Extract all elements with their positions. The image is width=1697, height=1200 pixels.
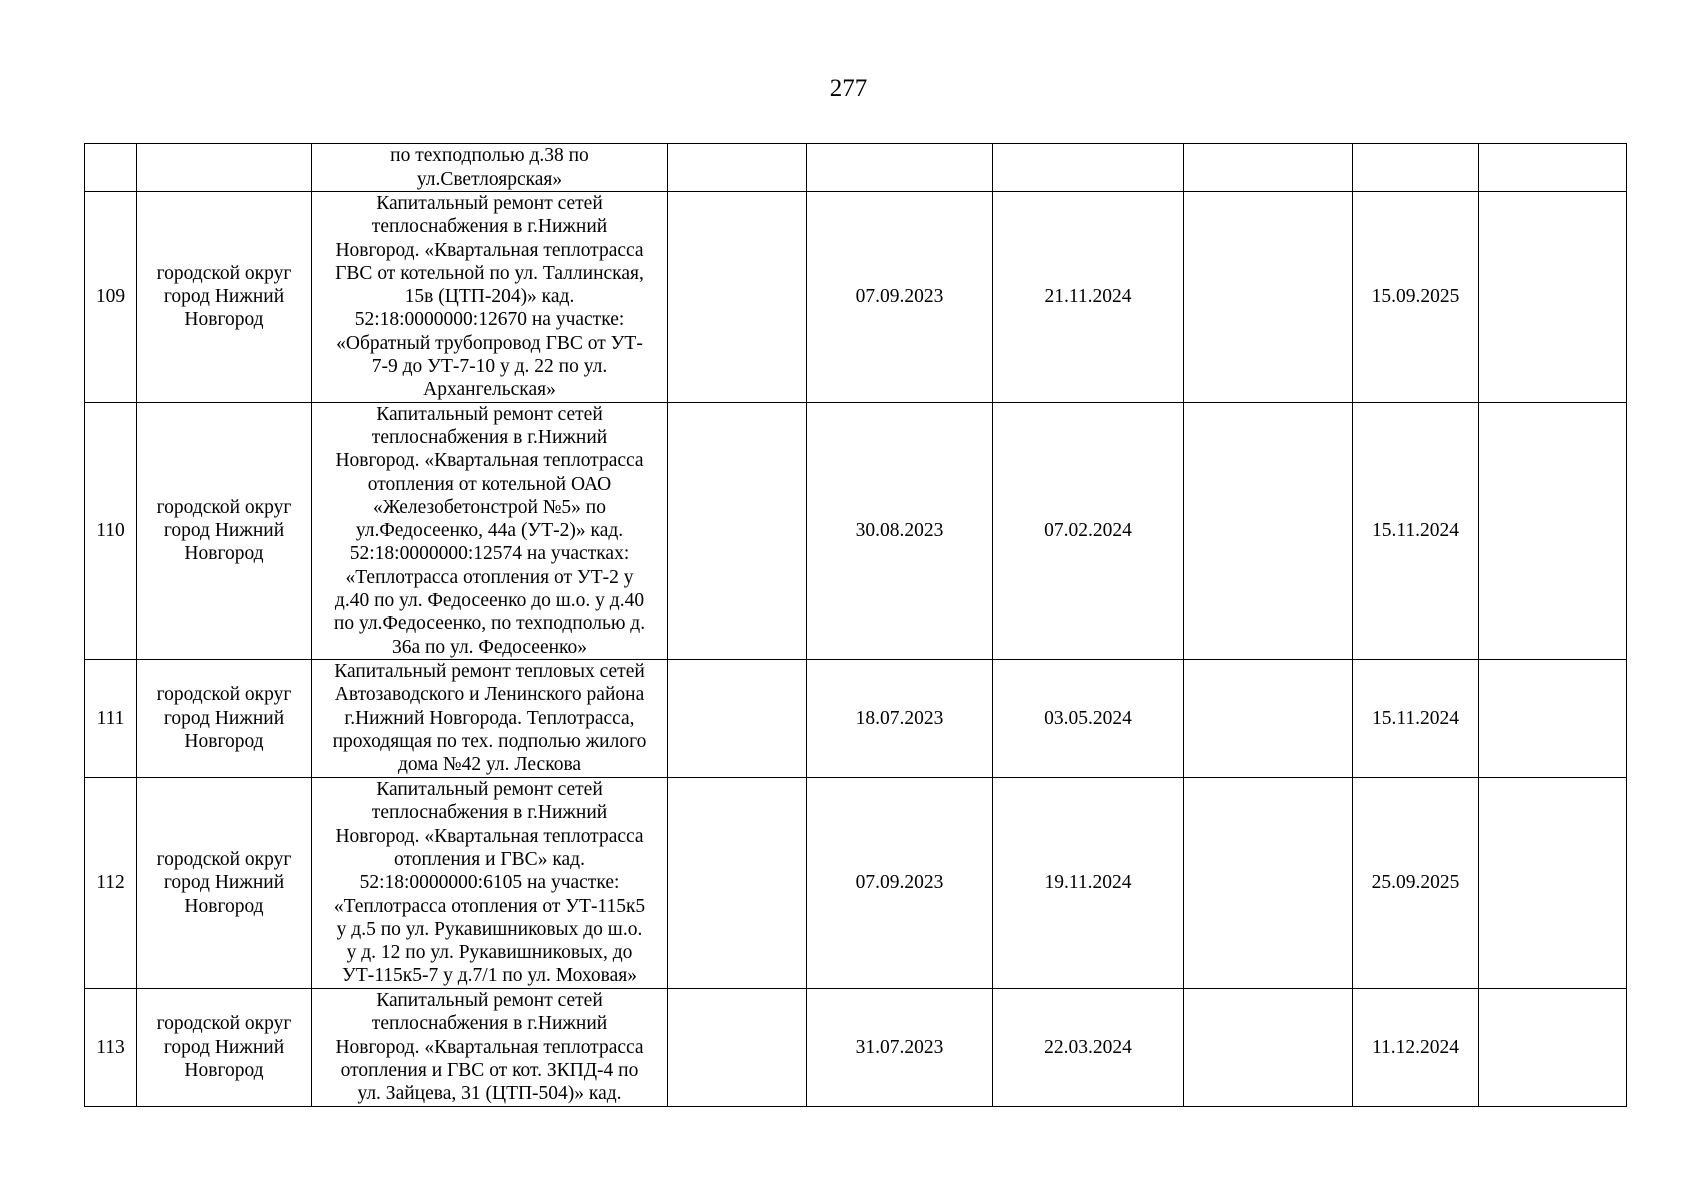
deadline-date-cell: 15.11.2024 (1353, 402, 1479, 659)
page-number: 277 (829, 75, 868, 102)
empty-cell (1479, 777, 1627, 988)
second-date-cell: 21.11.2024 (993, 192, 1184, 403)
empty-cell (668, 402, 807, 659)
row-number-cell: 110 (85, 402, 137, 659)
second-date-cell (993, 144, 1184, 192)
deadline-date-cell (1353, 144, 1479, 192)
deadline-date-cell: 11.12.2024 (1353, 988, 1479, 1106)
municipality-cell (137, 144, 312, 192)
start-date-cell: 31.07.2023 (807, 988, 993, 1106)
table-row (85, 988, 1627, 1106)
table-row (85, 192, 1627, 403)
row-number-cell (85, 144, 137, 192)
municipality-cell: городской округ город Нижний Новгород (137, 659, 312, 777)
start-date-cell: 07.09.2023 (807, 777, 993, 988)
object-description-cell: Капитальный ремонт сетей теплоснабжения в г.Нижний Новгород. «Квартальная теплотрасса отопления от котельной ОАО «Железобетонстрой №5» по ул.Федосеенко, 44а (УТ-2)» кад. 52:18:0000000:12574 на участках: «Теплотрасса отопления от УТ-2 у д.40 по ул. Федосеенко до ш.о. у д.40 по ул.Федосеенко, по техподполью д. 36а по ул. Федосеенко» (312, 402, 668, 659)
row-number-cell: 111 (85, 659, 137, 777)
municipality-cell: городской округ город Нижний Новгород (137, 192, 312, 403)
empty-cell (668, 659, 807, 777)
second-date-cell: 03.05.2024 (993, 659, 1184, 777)
table-row (85, 402, 1627, 659)
empty-cell (1184, 777, 1353, 988)
start-date-cell (807, 144, 993, 192)
empty-cell (1479, 659, 1627, 777)
empty-cell (668, 144, 807, 192)
row-number-cell: 109 (85, 192, 137, 403)
municipality-cell: городской округ город Нижний Новгород (137, 402, 312, 659)
empty-cell (1479, 402, 1627, 659)
start-date-cell: 30.08.2023 (807, 402, 993, 659)
object-description-cell: Капитальный ремонт тепловых сетей Автозаводского и Ленинского района г.Нижний Новгорода. Теплотрасса, проходящая по тех. подполью жилого дома №42 ул. Лескова (312, 659, 668, 777)
empty-cell (668, 988, 807, 1106)
table-row (85, 659, 1627, 777)
row-number-cell: 112 (85, 777, 137, 988)
empty-cell (1184, 988, 1353, 1106)
empty-cell (1479, 192, 1627, 403)
empty-cell (1184, 192, 1353, 403)
deadline-date-cell: 15.11.2024 (1353, 659, 1479, 777)
municipality-cell: городской округ город Нижний Новгород (137, 988, 312, 1106)
empty-cell (1184, 144, 1353, 192)
object-description-cell: по техподполью д.38 по ул.Светлоярская» (312, 144, 668, 192)
object-description-cell: Капитальный ремонт сетей теплоснабжения в г.Нижний Новгород. «Квартальная теплотрасса отопления и ГВС» кад. 52:18:0000000:6105 на участке: «Теплотрасса отопления от УТ-115к5 у д.5 по ул. Рукавишниковых до ш.о. у д. 12 по ул. Рукавишниковых, до УТ-115к5-7 у д.7/1 по ул. Моховая» (312, 777, 668, 988)
start-date-cell: 18.07.2023 (807, 659, 993, 777)
deadline-date-cell: 25.09.2025 (1353, 777, 1479, 988)
empty-cell (1184, 659, 1353, 777)
row-number-cell: 113 (85, 988, 137, 1106)
empty-cell (1479, 988, 1627, 1106)
municipality-cell: городской округ город Нижний Новгород (137, 777, 312, 988)
registry-table (84, 143, 1627, 1107)
deadline-date-cell: 15.09.2025 (1353, 192, 1479, 403)
table-row (85, 144, 1627, 192)
second-date-cell: 19.11.2024 (993, 777, 1184, 988)
second-date-cell: 22.03.2024 (993, 988, 1184, 1106)
object-description-cell: Капитальный ремонт сетей теплоснабжения в г.Нижний Новгород. «Квартальная теплотрасса отопления и ГВС от кот. ЗКПД-4 по ул. Зайцева, 31 (ЦТП-504)» кад. (312, 988, 668, 1106)
empty-cell (668, 777, 807, 988)
table-row (85, 777, 1627, 988)
empty-cell (1184, 402, 1353, 659)
second-date-cell: 07.02.2024 (993, 402, 1184, 659)
empty-cell (1479, 144, 1627, 192)
object-description-cell: Капитальный ремонт сетей теплоснабжения в г.Нижний Новгород. «Квартальная теплотрасса ГВС от котельной по ул. Таллинская, 15в (ЦТП-204)» кад. 52:18:0000000:12670 на участке: «Обратный трубопровод ГВС от УТ- 7-9 до УТ-7-10 у д. 22 по ул. Архангельская» (312, 192, 668, 403)
empty-cell (668, 192, 807, 403)
start-date-cell: 07.09.2023 (807, 192, 993, 403)
